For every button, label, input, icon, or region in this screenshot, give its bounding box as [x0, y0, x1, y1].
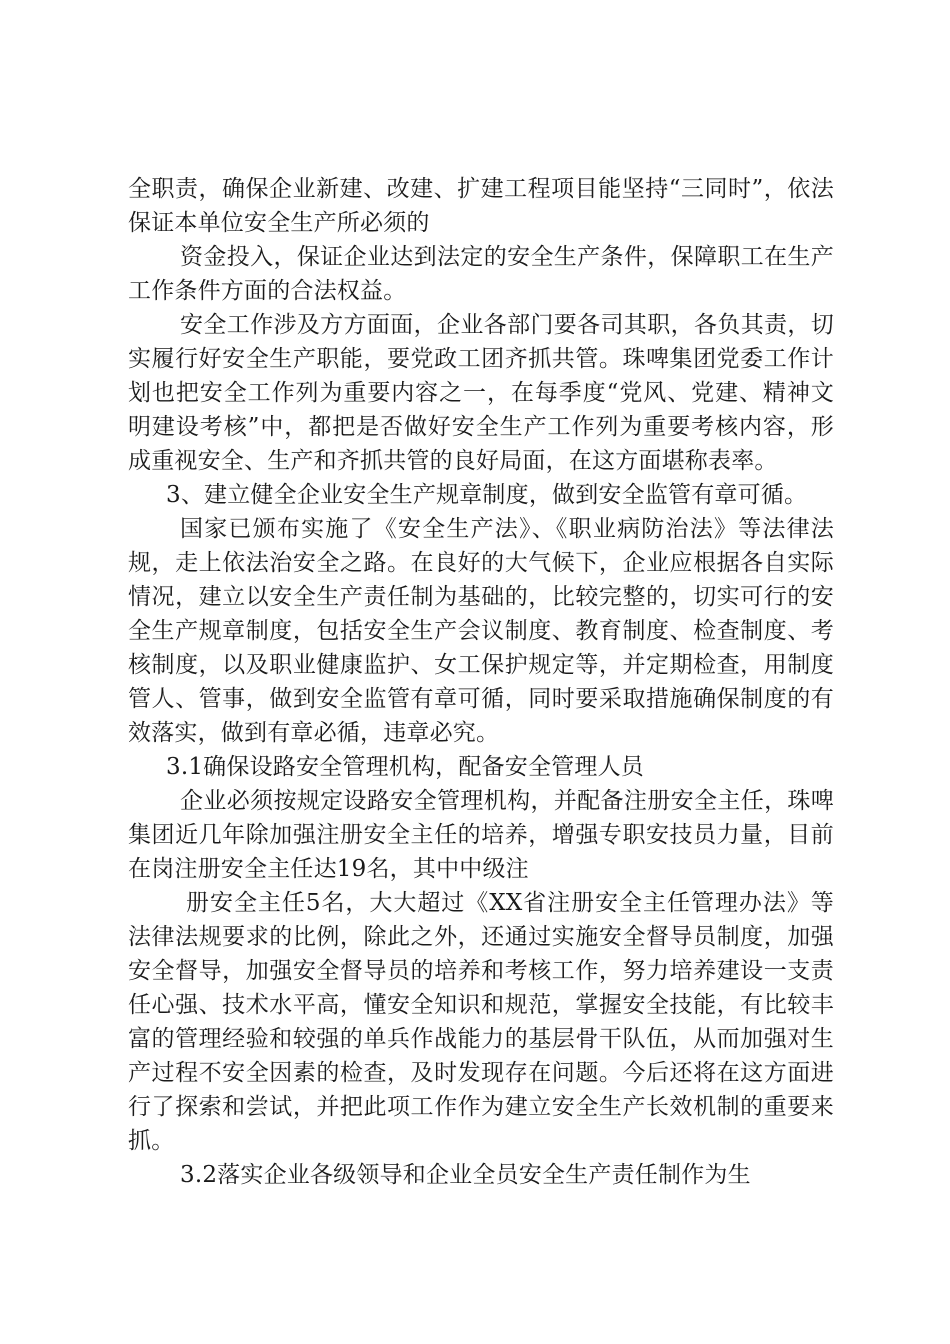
document-body — [128, 172, 834, 1192]
paragraph-5: 企业必须按规定设路安全管理机构，并配备注册安全主任，珠啤集团近几年除加强注册安全主任的培养，增强专职安技员力量，目前在岗注册安全主任达19名，其中中级注 — [128, 788, 834, 882]
section-heading-3-2: 3.2落实企业各级领导和企业全员安全生产责任制作为生 — [180, 1162, 751, 1188]
section-heading-3-1: 3.1确保设路安全管理机构，配备安全管理人员 — [166, 754, 644, 780]
paragraph-2: 资金投入，保证企业达到法定的安全生产条件，保障职工在生产工作条件方面的合法权益。 — [128, 244, 834, 304]
paragraph-3: 安全工作涉及方方面面，企业各部门要各司其职，各负其责，切实履行好安全生产职能，要党政工团齐抓共管。珠啤集团党委工作计划也把安全工作列为重要内容之一，在每季度“党风、党建、精神文明建设考核”中，都把是否做好安全生产工作列为重要考核内容，形成重视安全、生产和齐抓共管的良好局面，在这方面堪称表率。 — [128, 312, 834, 474]
paragraph-4: 国家已颁布实施了《安全生产法》、《职业病防治法》等法律法规，走上依法治安全之路。在良好的大气候下，企业应根据各自实际情况，建立以安全生产责任制为基础的，比较完整的，切实可行的安全生产规章制度，包括安全生产会议制度、教育制度、检查制度、考核制度，以及职业健康监护、女工保护规定等，并定期检查，用制度管人、管事，做到安全监管有章可循，同时要采取措施确保制度的有效落实，做到有章必循，违章必究。 — [128, 516, 834, 746]
paragraph-6: 册安全主任5名，大大超过《XX省注册安全主任管理办法》等法律法规要求的比例，除此之外，还通过实施安全督导员制度，加强安全督导，加强安全督导员的培养和考核工作，努力培养建设一支责任心强、技术水平高，懂安全知识和规范，掌握安全技能，有比较丰富的管理经验和较强的单兵作战能力的基层骨干队伍，从而加强对生产过程不安全因素的检查，及时发现存在问题。今后还将在这方面进行了探索和尝试，并把此项工作作为建立安全生产长效机制的重要来抓。 — [128, 890, 834, 1154]
paragraph-1: 全职责，确保企业新建、改建、扩建工程项目能坚持“三同时”，依法保证本单位安全生产所必须的 — [128, 176, 834, 236]
section-heading-3: 3、建立健全企业安全生产规章制度，做到安全监管有章可循。 — [166, 482, 808, 508]
